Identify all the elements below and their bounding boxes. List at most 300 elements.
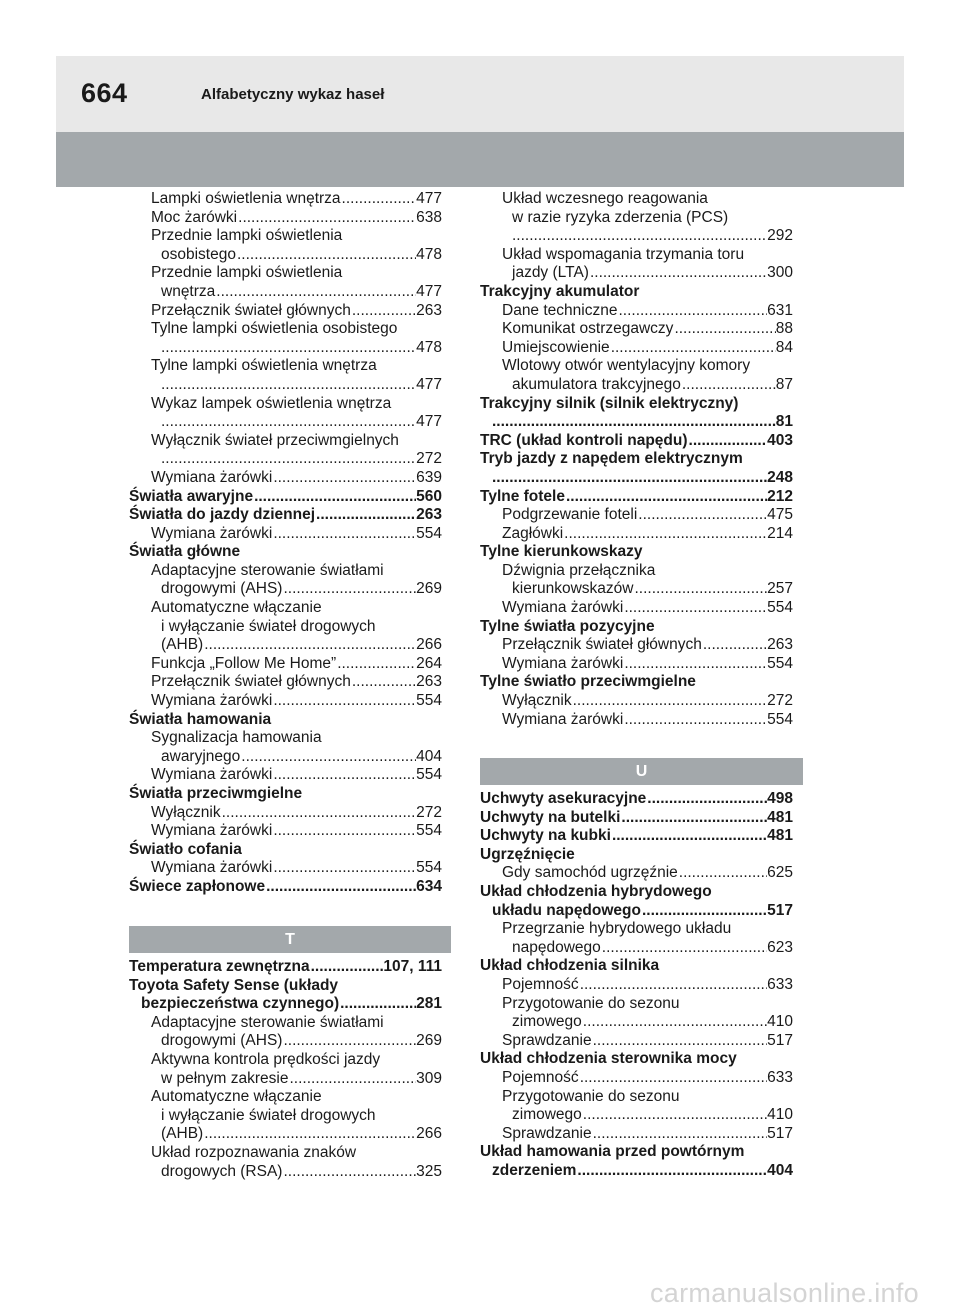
index-entry-text: Dźwignia przełącznika [502,561,656,579]
index-entry-text: Wyłącznik [502,692,572,710]
index-entry [480,580,793,599]
index-entry [129,264,442,283]
index-entry [129,1014,442,1033]
index-entry [480,376,793,395]
index-entry-page[interactable]: 214 [767,524,793,542]
index-entry-text: Podgrzewanie foteli [502,506,638,524]
index-column-right-u [480,790,793,1180]
index-entry-text: Przygotowanie do sezonu [502,1087,680,1105]
index-entry-text: wnętrza [161,282,216,300]
index-entry-page[interactable]: 554 [416,692,442,710]
index-entry-page[interactable]: 248 [767,468,793,486]
dot-leader [273,766,416,785]
index-entry [129,1088,442,1107]
index-entry [129,977,442,996]
index-entry [129,469,442,488]
index-entry-page[interactable]: 554 [416,766,442,784]
index-entry-text: Układ chłodzenia hybrydowego [480,882,712,900]
dot-leader [492,469,767,488]
index-entry-text: zimowego [512,1013,582,1031]
header-gray-band [56,132,904,187]
index-entry [129,413,442,432]
index-entry [480,432,793,451]
index-entry [480,1050,793,1069]
index-entry-text: Uchwyty na kubki [480,827,611,845]
index-entry-text: Tylne lampki oświetlenia osobistego [151,320,398,338]
index-entry-text: Wymiana żarówki [502,710,624,728]
index-entry-page[interactable]: 212 [767,487,793,505]
index-entry-page[interactable]: 517 [767,901,793,919]
index-entry-text: drogowymi (AHS) [161,580,283,598]
index-entry [480,320,793,339]
index-entry-page[interactable]: 300 [767,264,793,282]
dot-leader [352,302,416,321]
index-entry [129,1032,442,1051]
dot-leader [204,1125,416,1144]
index-entry-text: drogowych (RSA) [161,1162,283,1180]
index-entry [480,711,793,730]
dot-leader [238,209,416,228]
index-entry-text: Pojemność [502,975,579,993]
index-column-left [129,190,442,897]
index-entry-text: Wyłącznik świateł przeciwmgielnych [151,431,399,449]
index-entry-text: Uchwyty asekuracyjne [480,790,647,807]
dot-leader [647,790,767,809]
index-entry-text: Dane techniczne [502,301,618,319]
index-entry [480,673,793,692]
index-entry [129,209,442,228]
index-entry-text: Układ rozpoznawania znaków [151,1143,357,1161]
index-entry [129,804,442,823]
index-entry-text: Przełącznik świateł głównych [502,636,702,654]
dot-leader [573,692,768,711]
index-entry [129,1051,442,1070]
index-entry [129,748,442,767]
index-entry-page[interactable]: 517 [767,1031,793,1049]
dot-leader [204,636,416,655]
index-entry-text: Gdy samochód ugrzęźnie [502,864,678,882]
dot-leader [273,822,416,841]
index-entry-text: Układ wczesnego reagowania [502,190,708,207]
dot-leader [580,1069,767,1088]
index-entry-text: (AHB) [161,636,204,654]
index-entry-text: Układ hamowania przed powtórnym [480,1143,745,1161]
index-entry-page[interactable]: 631 [767,301,793,319]
dot-leader [316,506,416,525]
index-entry-text: Światła do jazdy dziennej [129,506,316,524]
index-entry-page[interactable]: 554 [416,524,442,542]
index-entry [129,525,442,544]
index-entry-text: Światło cofania [129,840,242,858]
index-entry-text: Toyota Safety Sense (układy [129,976,339,994]
dot-leader [618,302,767,321]
dot-leader [266,878,416,897]
index-entry-text: Ugrzęźnięcie [480,845,575,863]
index-entry [129,1144,442,1163]
index-entry-page[interactable]: 410 [767,1013,793,1031]
index-entry-text: Przednie lampki oświetlenia [151,264,343,282]
index-entry-page[interactable]: 481 [767,827,793,845]
dot-leader [638,506,767,525]
index-entry-text: jazdy (LTA) [512,264,589,282]
index-entry [129,246,442,265]
index-entry-page[interactable]: 560 [416,487,442,505]
index-entry [480,543,793,562]
index-entry [129,395,442,414]
index-entry-page[interactable]: 554 [416,859,442,877]
index-entry-text: Wymiana żarówki [151,822,273,840]
section-header-t: T [129,926,451,953]
index-entry-page[interactable]: 481 [767,808,793,826]
index-entry [480,827,793,846]
index-entry [129,673,442,692]
index-entry [480,883,793,902]
index-entry [480,1013,793,1032]
index-entry-page[interactable]: 269 [416,580,442,598]
index-entry [480,920,793,939]
dot-leader [566,488,767,507]
index-entry-text: Przednie lampki oświetlenia [151,227,343,245]
index-entry-page[interactable]: 107, 111 [383,958,442,975]
index-entry-text: Automatyczne włączanie [151,1088,322,1106]
dot-leader [634,580,767,599]
dot-leader [642,902,767,921]
index-entry-page[interactable]: 272 [416,803,442,821]
index-entry-page[interactable]: 498 [767,790,793,807]
index-entry [129,785,442,804]
index-entry [480,264,793,283]
index-entry-text: i wyłączanie świateł drogowych [161,617,376,635]
index-entry-text: Tylne światła pozycyjne [480,617,655,635]
dot-leader [611,339,776,358]
dot-leader [337,655,416,674]
index-entry-text: Wymiana żarówki [151,692,273,710]
index-entry-page[interactable]: 272 [767,692,793,710]
index-entry [129,580,442,599]
index-entry [480,562,793,581]
index-column-left-t [129,958,442,1181]
index-entry [129,283,442,302]
index-entry [480,246,793,265]
index-entry [480,939,793,958]
index-entry-page[interactable]: 625 [767,864,793,882]
index-entry-page[interactable]: 292 [767,227,793,245]
index-entry [480,450,793,469]
index-entry-text: Tylne lampki oświetlenia wnętrza [151,357,377,375]
index-entry [129,878,442,897]
dot-leader [273,469,416,488]
index-entry-text: Sprawdzanie [502,1124,592,1142]
dot-leader [577,1162,767,1181]
index-entry [129,1125,442,1144]
index-entry-page[interactable]: 87 [775,375,793,393]
index-entry [480,655,793,674]
index-entry-text: Światła hamowania [129,710,272,728]
index-entry-text: Tryb jazdy z napędem elektrycznym [480,450,743,468]
index-entry-text: (AHB) [161,1125,204,1143]
dot-leader [161,413,416,432]
index-entry-page[interactable]: 633 [767,975,793,993]
dot-leader [621,809,767,828]
index-entry-text: Temperatura zewnętrzna [129,958,310,975]
index-entry-page[interactable]: 478 [416,338,442,356]
index-entry-text: Adaptacyjne sterowanie światłami [151,561,384,579]
index-entry-text: Sygnalizacja hamowania [151,729,322,747]
index-entry-page[interactable]: 404 [767,1161,793,1179]
index-entry [129,859,442,878]
index-entry-text: Przełącznik świateł głównych [151,673,351,691]
index-entry-text: bezpieczeństwa czynnego) [141,995,340,1013]
dot-leader [679,864,767,883]
index-entry-page[interactable]: 269 [416,1032,442,1050]
index-entry-text: i wyłączanie świateł drogowych [161,1106,376,1124]
index-entry-text: osobistego [161,245,236,263]
index-entry-page[interactable]: 477 [416,190,442,207]
index-column-right [480,190,793,729]
index-entry [480,976,793,995]
dot-leader [161,450,416,469]
dot-leader [593,1125,768,1144]
index-entry-page[interactable]: 325 [416,1162,442,1180]
header-band [56,56,904,132]
index-entry [480,395,793,414]
index-entry-page[interactable]: 263 [416,673,442,691]
index-entry [129,841,442,860]
index-entry-page[interactable]: 266 [416,636,442,654]
index-entry [480,506,793,525]
index-entry-page[interactable]: 477 [416,413,442,431]
index-entry-page[interactable]: 309 [416,1069,442,1087]
dot-leader [340,995,416,1014]
index-entry-text: Lampki oświetlenia wnętrza [151,190,341,207]
index-entry-text: kierunkowskazów [512,580,634,598]
index-entry [129,822,442,841]
index-entry [129,655,442,674]
index-entry [480,227,793,246]
dot-leader [283,1032,416,1051]
index-entry-page[interactable]: 633 [767,1068,793,1086]
index-entry-text: Układ wspomagania trzymania toru [502,245,745,263]
index-entry [480,357,793,376]
index-entry-page[interactable]: 272 [416,450,442,468]
index-entry [129,190,442,209]
index-entry [129,357,442,376]
index-entry-page[interactable]: 257 [767,580,793,598]
dot-leader [564,525,767,544]
index-entry-page[interactable]: 281 [416,995,442,1013]
index-entry-text: Światła przeciwmgielne [129,785,303,802]
index-entry-text: Układ chłodzenia sterownika mocy [480,1050,737,1068]
index-entry-text: w pełnym zakresie [161,1069,289,1087]
dot-leader [273,692,416,711]
index-entry-page[interactable]: 554 [416,822,442,840]
index-entry [480,1106,793,1125]
index-entry-text: Uchwyty na butelki [480,808,621,826]
dot-leader [624,599,767,618]
dot-leader [583,1106,767,1125]
index-entry [480,790,793,809]
dot-leader [580,976,767,995]
index-entry-text: Światła awaryjne [129,487,254,505]
page-title: Alfabetyczny wykaz haseł [201,86,385,103]
index-entry [480,190,793,209]
dot-leader [602,939,767,958]
index-entry [129,302,442,321]
index-entry-page[interactable]: 554 [767,710,793,728]
index-entry [480,902,793,921]
index-entry [129,450,442,469]
index-entry [129,1070,442,1089]
index-entry [480,1125,793,1144]
dot-leader [241,748,416,767]
index-entry-page[interactable]: 266 [416,1125,442,1143]
dot-leader [273,525,416,544]
index-entry [480,957,793,976]
index-entry [129,636,442,655]
index-entry-page[interactable]: 410 [767,1106,793,1124]
dot-leader [583,1013,767,1032]
index-entry-text: Moc żarówki [151,208,238,226]
index-entry-page[interactable]: 263 [416,301,442,319]
index-entry-page[interactable]: 263 [767,636,793,654]
dot-leader [342,190,417,209]
dot-leader [492,413,776,432]
index-entry [480,1088,793,1107]
index-entry [480,1143,793,1162]
section-header-u: U [480,758,803,785]
dot-leader [216,283,416,302]
index-entry-text: akumulatora trakcyjnego [512,375,681,393]
dot-leader [593,1032,768,1051]
dot-leader [689,432,768,451]
dot-leader [703,636,767,655]
index-entry [480,692,793,711]
index-entry [480,599,793,618]
dot-leader [590,264,767,283]
index-entry-text: Układ chłodzenia silnika [480,957,660,975]
dot-leader [311,958,384,977]
index-entry-text: Trakcyjny silnik (silnik elektryczny) [480,394,739,412]
index-entry-text: napędowego [512,938,601,956]
index-entry-page[interactable]: 477 [416,282,442,300]
index-entry [480,618,793,637]
dot-leader [624,655,767,674]
index-entry [480,995,793,1014]
index-entry [480,809,793,828]
index-entry-page[interactable]: 554 [767,654,793,672]
index-entry [480,525,793,544]
index-entry-text: Adaptacyjne sterowanie światłami [151,1013,384,1031]
index-entry-text: w razie ryzyka zderzenia (PCS) [512,208,729,226]
index-entry [480,1069,793,1088]
index-entry-page[interactable]: 88 [775,320,793,338]
index-entry [129,320,442,339]
index-entry-page[interactable]: 81 [775,413,793,431]
index-entry-page[interactable]: 478 [416,245,442,263]
index-entry-page[interactable]: 554 [767,599,793,617]
dot-leader [352,673,416,692]
index-entry-page[interactable]: 517 [767,1124,793,1142]
dot-leader [273,859,416,878]
index-entry-text: Wymiana żarówki [502,654,624,672]
index-entry-text: Wymiana żarówki [502,599,624,617]
index-entry [480,636,793,655]
index-entry [480,488,793,507]
index-entry-text: Sprawdzanie [502,1031,592,1049]
dot-leader [612,827,767,846]
index-entry-text: Pojemność [502,1068,579,1086]
dot-leader [222,804,417,823]
index-entry-page[interactable]: 634 [416,877,442,895]
index-entry-page[interactable]: 263 [416,506,442,524]
index-entry-text: Tylne kierunkowskazy [480,543,643,561]
index-entry [480,846,793,865]
index-entry-text: Automatyczne włączanie [151,599,322,617]
index-entry [129,432,442,451]
index-entry [129,488,442,507]
index-entry-text: awaryjnego [161,747,241,765]
index-entry-text: Wymiana żarówki [151,524,273,542]
index-entry-text: Trakcyjny akumulator [480,282,640,300]
index-entry-page[interactable]: 639 [416,468,442,486]
dot-leader [512,227,767,246]
index-entry-text: zimowego [512,1106,582,1124]
index-entry-text: Funkcja „Follow Me Home” [151,654,337,672]
index-entry-page[interactable]: 264 [416,654,442,672]
index-entry-page[interactable]: 403 [767,431,793,449]
page-number: 664 [81,78,128,108]
index-entry [129,711,442,730]
dot-leader [237,246,416,265]
index-entry [480,864,793,883]
index-entry-text: drogowymi (AHS) [161,1032,283,1050]
index-entry-text: Przełącznik świateł głównych [151,301,351,319]
index-entry-page[interactable]: 638 [416,208,442,226]
index-entry [480,283,793,302]
index-entry [129,1163,442,1182]
index-entry-text: Wyłącznik [151,803,221,821]
index-entry [129,1107,442,1126]
index-entry [129,376,442,395]
watermark: carmanualsonline.info [650,1278,919,1308]
index-entry [129,543,442,562]
dot-leader [161,339,416,358]
index-entry-text: Wymiana żarówki [151,468,273,486]
index-entry-page[interactable]: 475 [767,506,793,524]
dot-leader [283,580,416,599]
index-entry-page[interactable]: 84 [775,338,793,356]
index-entry-page[interactable]: 623 [767,938,793,956]
dot-leader [674,320,775,339]
index-entry-page[interactable]: 404 [416,747,442,765]
index-entry [129,506,442,525]
index-entry-text: Przygotowanie do sezonu [502,994,680,1012]
dot-leader [624,711,767,730]
index-entry [129,227,442,246]
index-entry-text: Komunikat ostrzegawczy [502,320,674,338]
index-entry-text: Wymiana żarówki [151,766,273,784]
index-entry [480,413,793,432]
dot-leader [254,488,416,507]
index-entry-text: układu napędowego [492,901,641,919]
index-entry-page[interactable]: 477 [416,375,442,393]
dot-leader [161,376,416,395]
index-entry-text: Światła główne [129,543,241,561]
index-entry-text: Wymiana żarówki [151,859,273,877]
index-entry [480,1162,793,1181]
index-entry [480,1032,793,1051]
index-entry [480,469,793,488]
